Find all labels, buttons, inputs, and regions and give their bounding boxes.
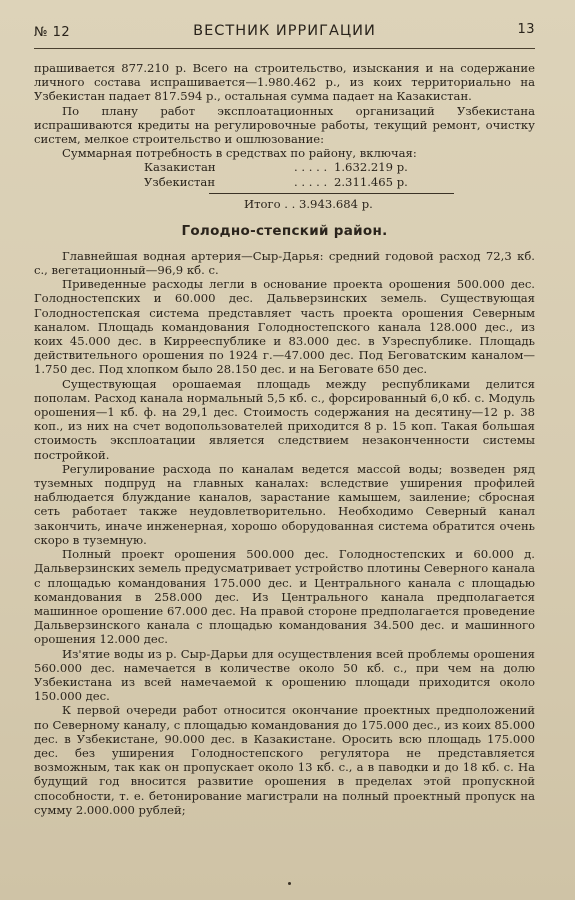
header-rule xyxy=(34,48,535,49)
body-paragraph: Главнейшая водная артерия—Сыр-Дарья: средний годовой расход 72,3 кб. с., вегетационный—96,9 кб. с. xyxy=(34,248,535,278)
budget-row-value: 2.311.465 р. xyxy=(334,174,408,189)
body-paragraph: Регулирование расхода по каналам ведется массой воды; возведен ряд туземных подпруд на главных каналах: вследствие уширения профилей наблюдается блуждание каналов, зарастание камышем, заиление; сбросная сеть работает также неудовлетворительно. Необходимо Северный канал закончить, иначе инженерная, хорошо оборудованная система обратится очень скоро в туземную. xyxy=(34,461,535,547)
page-dot-mark xyxy=(288,882,291,885)
body-paragraph: Приведенные расходы легли в основание проекта орошения 500.000 дес. Голодностепских и 60.000 дес. Дальверзинских земель. Существующая Голодностепская система представляет часть проекта орошения Северным каналом. Площадь командования Голодностепского канала 128.000 дес., из коих 45.000 дес. в Киррееспублике и 83.000 дес. в Узреспублике. Площадь действительного орошения по 1924 г.—47.000 дес. Под Беговатским каналом—1.750 дес. Под хлопком было 28.150 дес. и на Беговате 650 дес. xyxy=(34,277,535,377)
section-heading: Голодно-степский район. xyxy=(181,222,388,239)
body-paragraph: Полный проект орошения 500.000 дес. Голодностепских и 60.000 д. Дальверзинских земель предусматривает устройство плотины Северного канала с площадью командования 175.000 дес. и Центрального канала с площадью командования в 258.000 дес. Из Центрального канала предполагается машинное орошение 67.000 дес. На правой стороне предполагается проведение Дальверзинского канала с площадью командования 34.500 дес. и машинного орошения 12.000 дес. xyxy=(34,547,535,647)
page-number: 13 xyxy=(517,22,535,37)
body-paragraph: К первой очереди работ относится окончание проектных предположений по Северному каналу, с площадью командования до 175.000 дес., из коих 85.000 дес. в Узбекистане, 90.000 дес. в Казакистане. Оросить всю площадь 175.000 дес. без уширения Голодностепского регулятора не представляется возможным, так как он пропускает около 13 кб. с., а в паводки и до 18 кб. с. На будущий год вносится развитие орошения в пределах этой пропускной способности, т. е. бетонирование магистрали на полный проектный пропуск на сумму 2.000.000 рублей; xyxy=(34,703,535,817)
body-paragraph: Из'ятие воды из р. Сыр-Дарьи для осуществления всей проблемы орошения 560.000 дес. намечается в количестве около 50 кб. с., при чем на долю Узбекистана из всей намечаемой к орошению площади приходится около 150.000 дес. xyxy=(34,646,535,704)
body-paragraph: Существующая орошаемая площадь между республиками делится пополам. Расход канала нормальный 5,5 кб. с., форсированный 6,0 кб. с. Модуль орошения—1 кб. ф. на 29,1 дес. Стоимость содержания на десятину—12 р. 38 коп., из них на счет водопользователей приходится 8 р. 15 коп. Такая большая стоимость эксплоатации является следствием незаконченности системы постройкой. xyxy=(34,376,535,462)
budget-row-label: Узбекистан xyxy=(144,174,216,189)
intro-paragraph-2: По плану работ эксплоатационных организаций Узбекистана испрашиваются кредиты на регулировочные работы, текущий ремонт, очистку систем, мелкое строительство и ошлюзование: xyxy=(34,103,535,147)
budget-row xyxy=(144,175,535,189)
budget-list xyxy=(34,160,535,188)
budget-total xyxy=(34,197,535,211)
issue-number: № 12 xyxy=(34,25,71,40)
budget-row-dots: . . . . . xyxy=(294,174,328,189)
intro-paragraph-1: прашивается 877.210 р. Всего на строительство, изыскания и на содержание личного состава испрашивается—1.980.462 р., из коих территориально на Узбекистан падает 817.594 р., остальная сумма падает на Казакистан. xyxy=(34,61,535,104)
budget-row-label: Казакистан xyxy=(144,160,216,175)
budget-row-dots: . . . . . xyxy=(294,160,328,175)
intro-paragraph-3: Суммарная потребность в средствах по району, включая: xyxy=(62,146,417,161)
total-value: 3.943.684 р. xyxy=(299,196,373,211)
journal-title: ВЕСТНИК ИРРИГАЦИИ xyxy=(193,23,376,39)
budget-row-value: 1.632.219 р. xyxy=(334,160,408,175)
budget-row xyxy=(144,160,535,174)
total-dots: . . xyxy=(284,196,296,211)
total-rule xyxy=(209,193,454,194)
total-label: Итого xyxy=(244,196,281,211)
page-header xyxy=(34,22,535,44)
